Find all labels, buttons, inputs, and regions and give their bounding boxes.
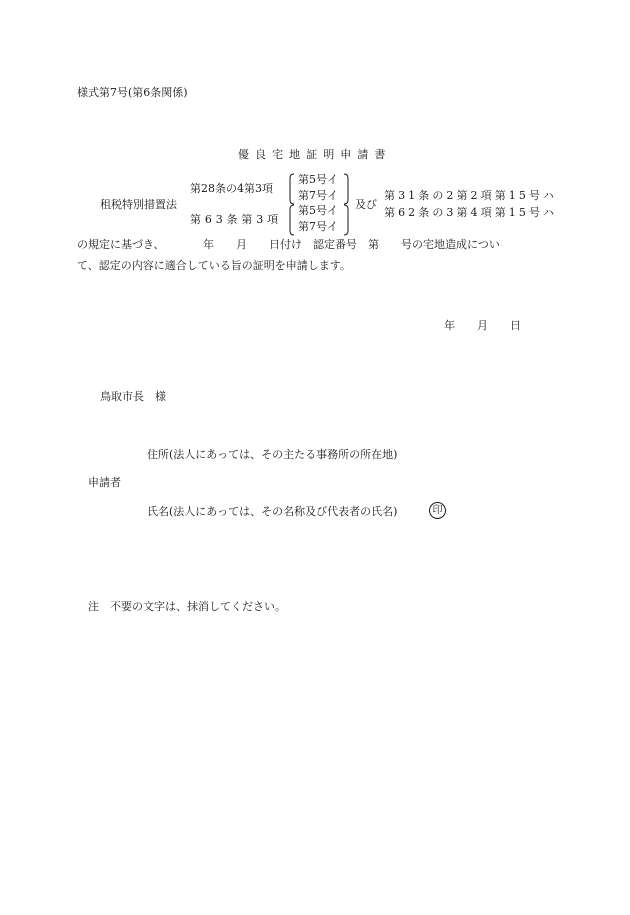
form-title: 優良宅地証明申請書 [238, 148, 392, 161]
address-label: 住所(法人にあっては、その主たる事務所の所在地) [147, 448, 398, 461]
body-line-2: て、認定の内容に適合している旨の証明を申請します。 [77, 259, 351, 272]
body-line-1: の規定に基づき、 年 月 日付け 認定番号 第 号の宅地造成につい [77, 238, 500, 251]
seal-mark: 印 [429, 502, 446, 519]
name-label: 氏名(法人にあっては、その名称及び代表者の氏名) [147, 505, 398, 518]
and-connector: 及び [355, 198, 377, 211]
addressee: 鳥取市長 様 [100, 390, 166, 403]
bracket-group-b [288, 203, 352, 237]
sub-b1: 第5号イ [298, 204, 338, 217]
clause-c: 第31条の2第2項第15号ハ [384, 189, 558, 202]
clause-b: 第63条第3項 [190, 213, 282, 226]
sub-a1: 第5号イ [298, 173, 338, 186]
sub-a2: 第7号イ [298, 189, 338, 202]
form-number: 様式第7号(第6条関係) [77, 86, 188, 99]
applicant-label: 申請者 [88, 476, 121, 489]
date-line: 年 月 日 [444, 319, 521, 332]
clause-d: 第62条の3第4項第15号ハ [384, 206, 558, 219]
law-name: 租税特別措置法 [100, 198, 177, 211]
note: 注 不要の文字は、抹消してください。 [88, 600, 286, 613]
clause-a: 第28条の4第3項 [190, 182, 273, 195]
sub-b2: 第7号イ [298, 220, 338, 233]
bracket-group-a [288, 172, 352, 206]
